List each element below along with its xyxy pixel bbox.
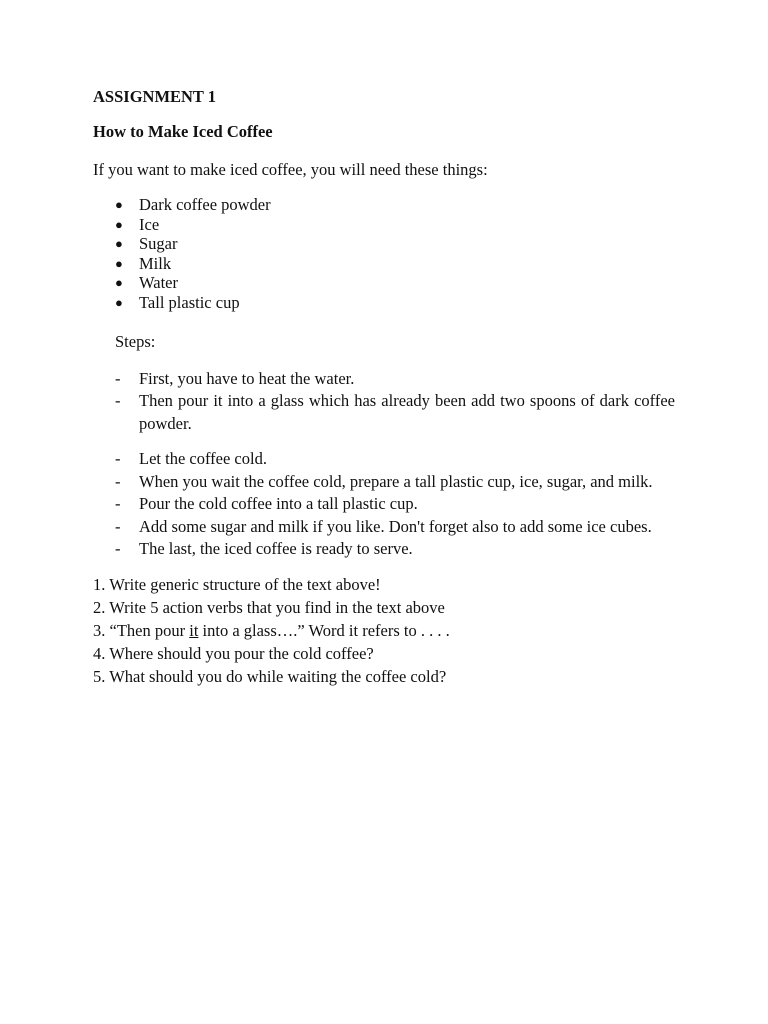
question-5: 5. What should you do while waiting the coffee cold? [93, 666, 447, 686]
step-text: Pour the cold coffee into a tall plastic cup. [139, 494, 418, 514]
step-text: First, you have to heat the water. [139, 368, 355, 388]
step-item [93, 538, 675, 561]
material-label: Sugar [139, 234, 178, 254]
bullet-icon: ● [115, 236, 123, 252]
list-item [93, 293, 675, 313]
step-item [93, 368, 675, 391]
dash-icon: - [115, 471, 121, 491]
dash-icon: - [115, 449, 121, 469]
question-2: 2. Write 5 action verbs that you find in the text above [93, 597, 445, 617]
bullet-icon: ● [115, 197, 123, 212]
document-page [93, 86, 675, 688]
question-3 [93, 619, 675, 642]
bullet-icon: ● [115, 216, 123, 232]
step-text: Then pour it into a glass which has already been add two spoons of dark coffee powder. [139, 391, 675, 433]
material-label: Water [139, 273, 178, 293]
step-item [93, 493, 675, 516]
material-label: Tall plastic cup [139, 292, 240, 312]
step-item [93, 390, 675, 435]
dash-icon: - [115, 494, 121, 514]
material-label: Milk [139, 253, 172, 273]
list-item [93, 254, 675, 274]
materials-list [93, 195, 675, 313]
question-4: 4. Where should you pour the cold coffee? [93, 643, 374, 663]
bullet-icon: ● [115, 294, 123, 310]
step-item [93, 448, 675, 471]
bullet-icon: ● [115, 275, 123, 291]
step-item [93, 471, 675, 494]
material-label: Dark coffee powder [139, 195, 271, 214]
dash-icon: - [115, 368, 121, 388]
step-text: Let the coffee cold. [139, 449, 267, 469]
underlined-word: it [189, 620, 199, 640]
intro-paragraph: If you want to make iced coffee, you will need these things: [93, 160, 488, 179]
material-label: Ice [139, 214, 160, 234]
dash-icon: - [115, 539, 121, 559]
list-item [93, 195, 675, 215]
step-text: Add some sugar and milk if you like. Don't forget also to add some ice cubes. [139, 516, 652, 536]
steps-list [93, 368, 675, 561]
steps-label: Steps: [115, 331, 156, 351]
questions-list [93, 573, 675, 688]
document-title: How to Make Iced Coffee [93, 122, 273, 141]
list-item [93, 273, 675, 293]
dash-icon: - [115, 391, 121, 411]
question-3-suffix: into a glass….” Word it refers to . . . . [198, 620, 450, 640]
step-text: The last, the iced coffee is ready to serve. [139, 539, 413, 559]
question-3-prefix: 3. “Then pour [93, 620, 190, 640]
assignment-heading: ASSIGNMENT 1 [93, 87, 217, 106]
bullet-icon: ● [115, 255, 123, 271]
step-text: When you wait the coffee cold, prepare a tall plastic cup, ice, sugar, and milk. [139, 471, 653, 491]
list-item [93, 215, 675, 235]
list-item [93, 234, 675, 254]
step-item [93, 516, 675, 539]
question-1: 1. Write generic structure of the text above! [93, 574, 381, 594]
dash-icon: - [115, 516, 121, 536]
